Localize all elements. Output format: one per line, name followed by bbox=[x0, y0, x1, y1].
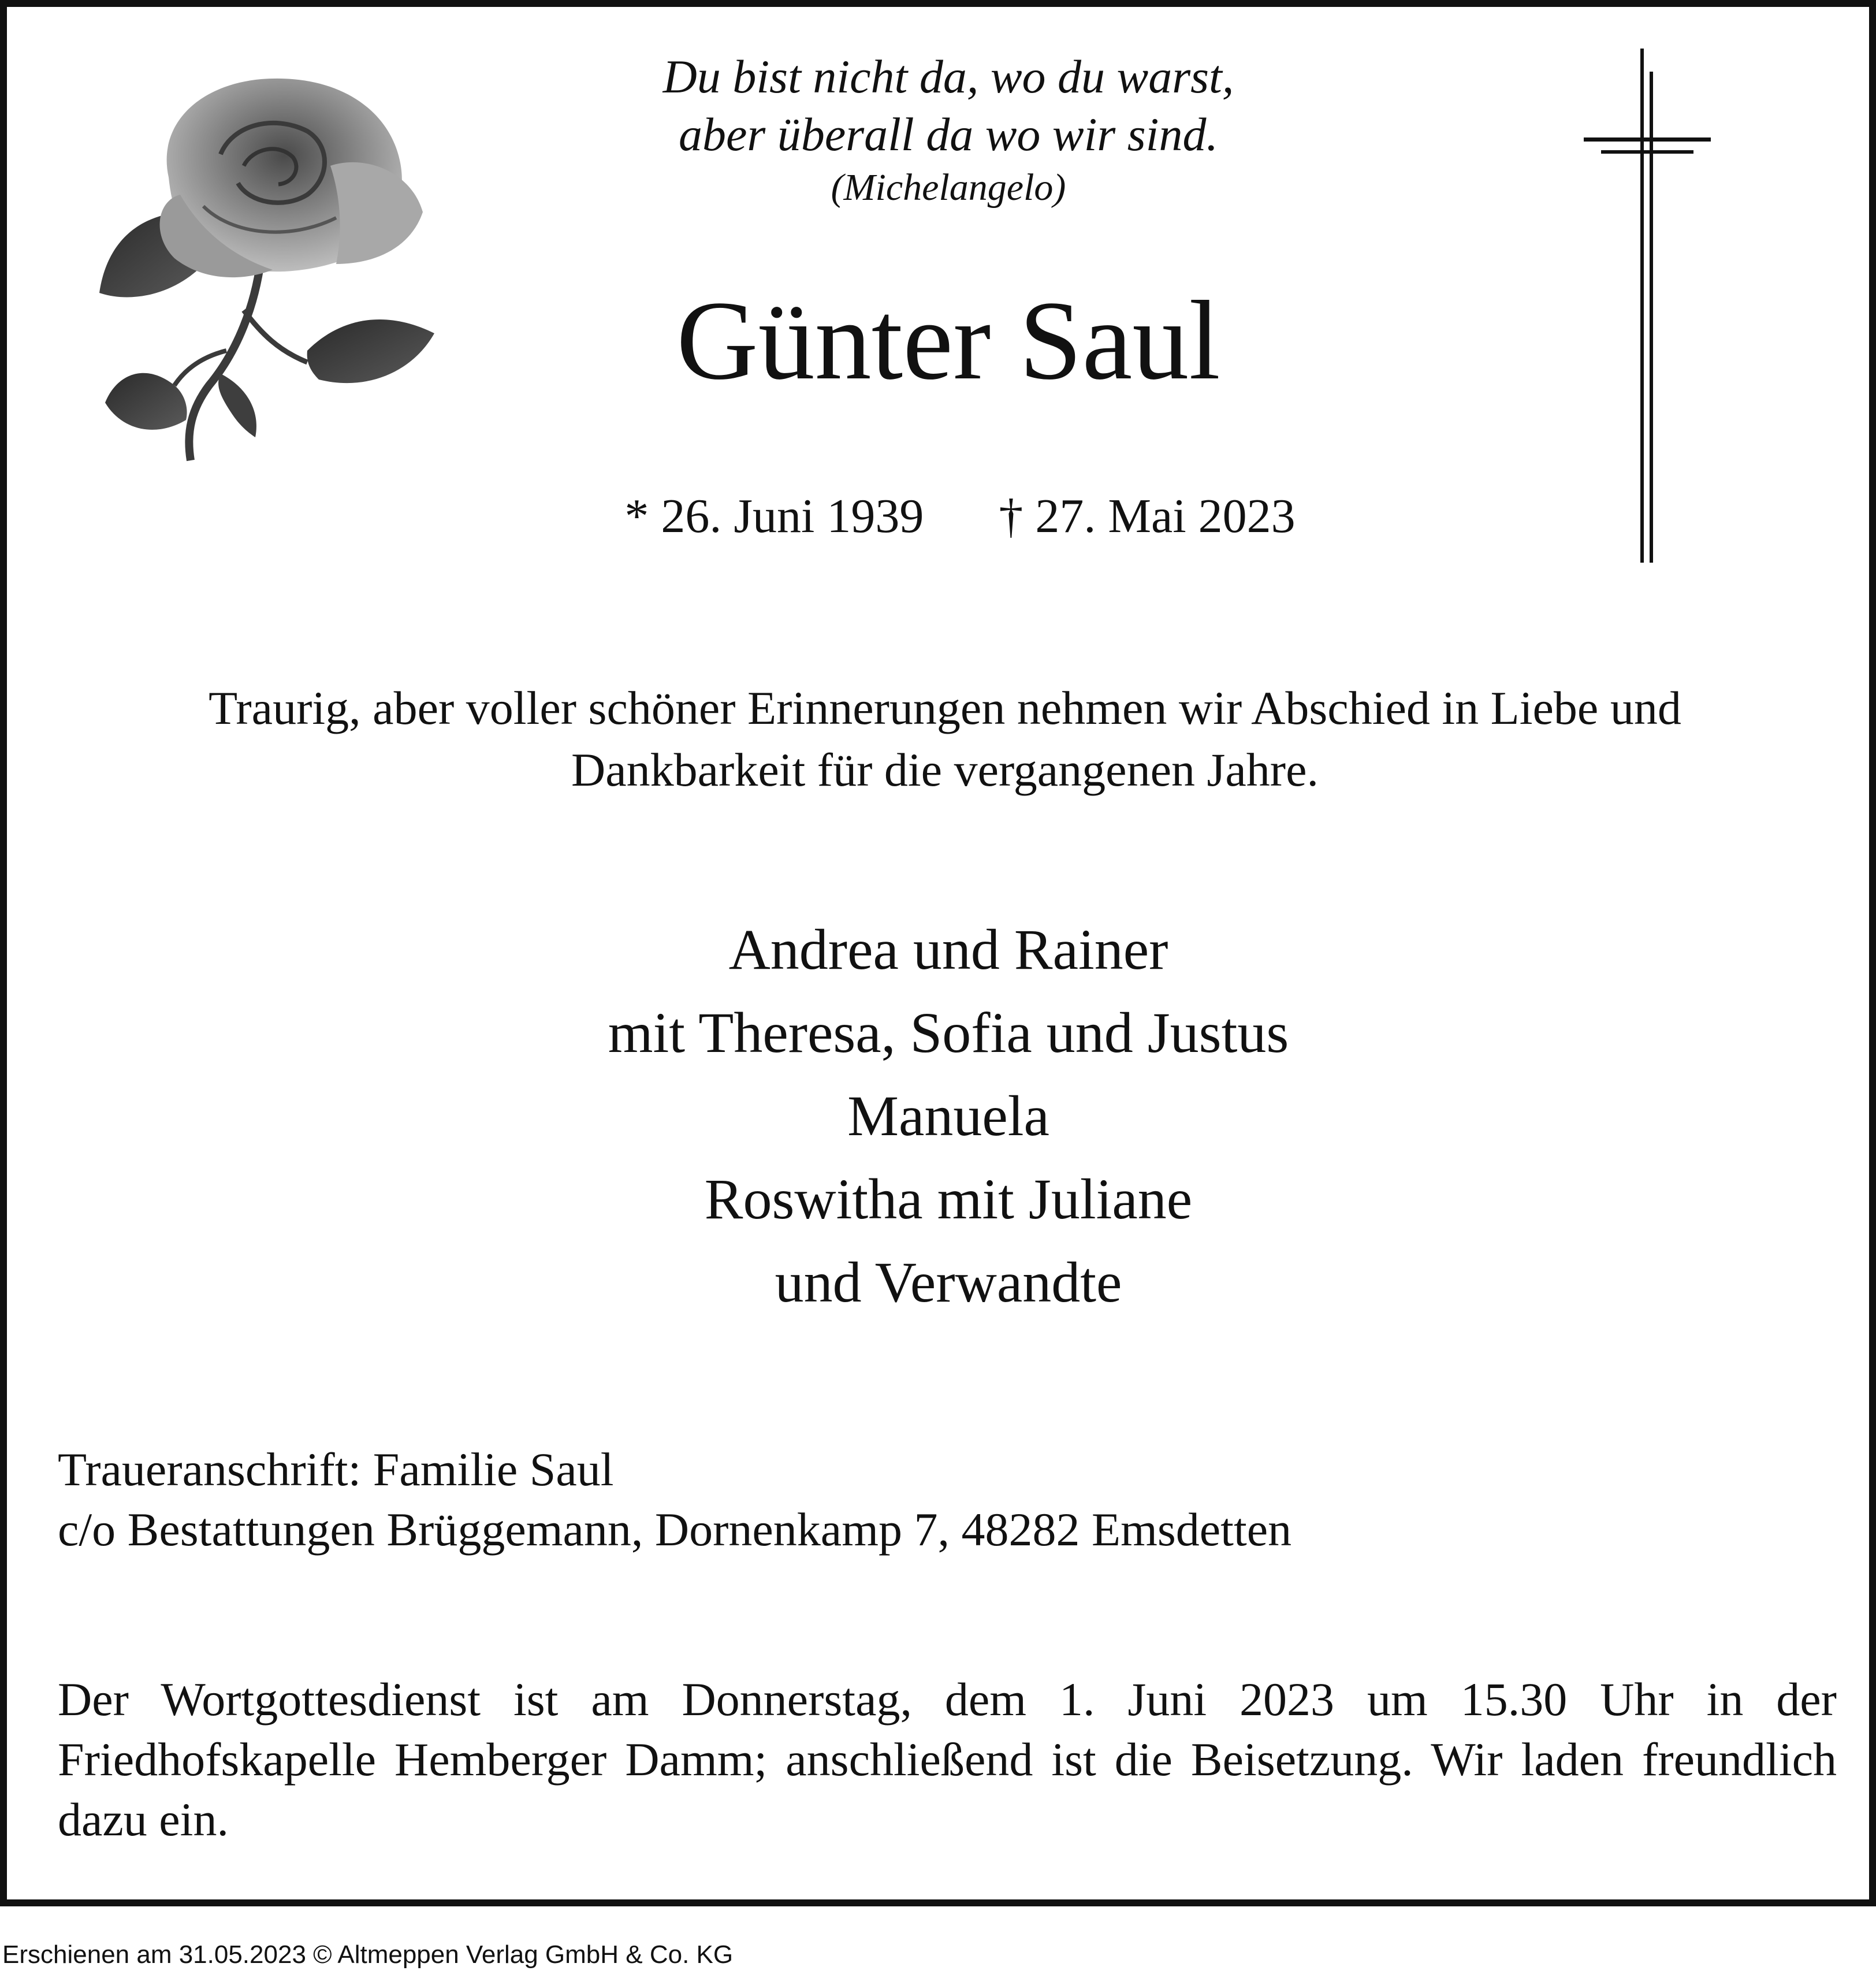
cross-icon bbox=[1578, 49, 1717, 568]
quote-author: (Michelangelo) bbox=[831, 166, 1066, 209]
life-dates bbox=[527, 489, 1393, 543]
intro-line-2: Dankbarkeit für die vergangenen Jahre. bbox=[571, 743, 1319, 796]
service-notice: Der Wortgottesdienst ist am Donnerstag, dem 1. Juni 2023 um 15.30 Uhr in der Friedhofskapelle Hemberger Damm; anschließend ist die Beisetzung. Wir laden freundlich dazu ein. bbox=[58, 1673, 1837, 1846]
intro-text bbox=[65, 677, 1825, 801]
family-line: mit Theresa, Sofia und Justus bbox=[608, 1001, 1289, 1065]
family-line: Manuela bbox=[847, 1084, 1049, 1148]
family-list bbox=[353, 908, 1543, 1324]
publication-footer: Erschienen am 31.05.2023 © Altmeppen Verlag GmbH & Co. KG bbox=[2, 1940, 734, 1969]
quote-line-1: Du bist nicht da, wo du warst, bbox=[662, 50, 1234, 103]
address-line-1: Traueranschrift: Familie Saul bbox=[58, 1443, 614, 1496]
deceased-name: Günter Saul bbox=[676, 278, 1220, 403]
intro-line-1: Traurig, aber voller schöner Erinnerungen nehmen wir Abschied in Liebe und bbox=[209, 682, 1681, 734]
family-line: Roswitha mit Juliane bbox=[704, 1167, 1193, 1231]
mourning-address bbox=[58, 1440, 1791, 1560]
family-line: und Verwandte bbox=[775, 1250, 1122, 1314]
rose-icon bbox=[88, 62, 446, 466]
family-line: Andrea und Rainer bbox=[728, 917, 1168, 981]
death-date: † 27. Mai 2023 bbox=[999, 489, 1296, 543]
quote-line-2: aber überall da wo wir sind. bbox=[679, 108, 1218, 161]
birth-date: * 26. Juni 1939 bbox=[624, 489, 924, 543]
address-line-2: c/o Bestattungen Brüggemann, Dornenkamp 7, 48282 Emsdetten bbox=[58, 1503, 1292, 1556]
